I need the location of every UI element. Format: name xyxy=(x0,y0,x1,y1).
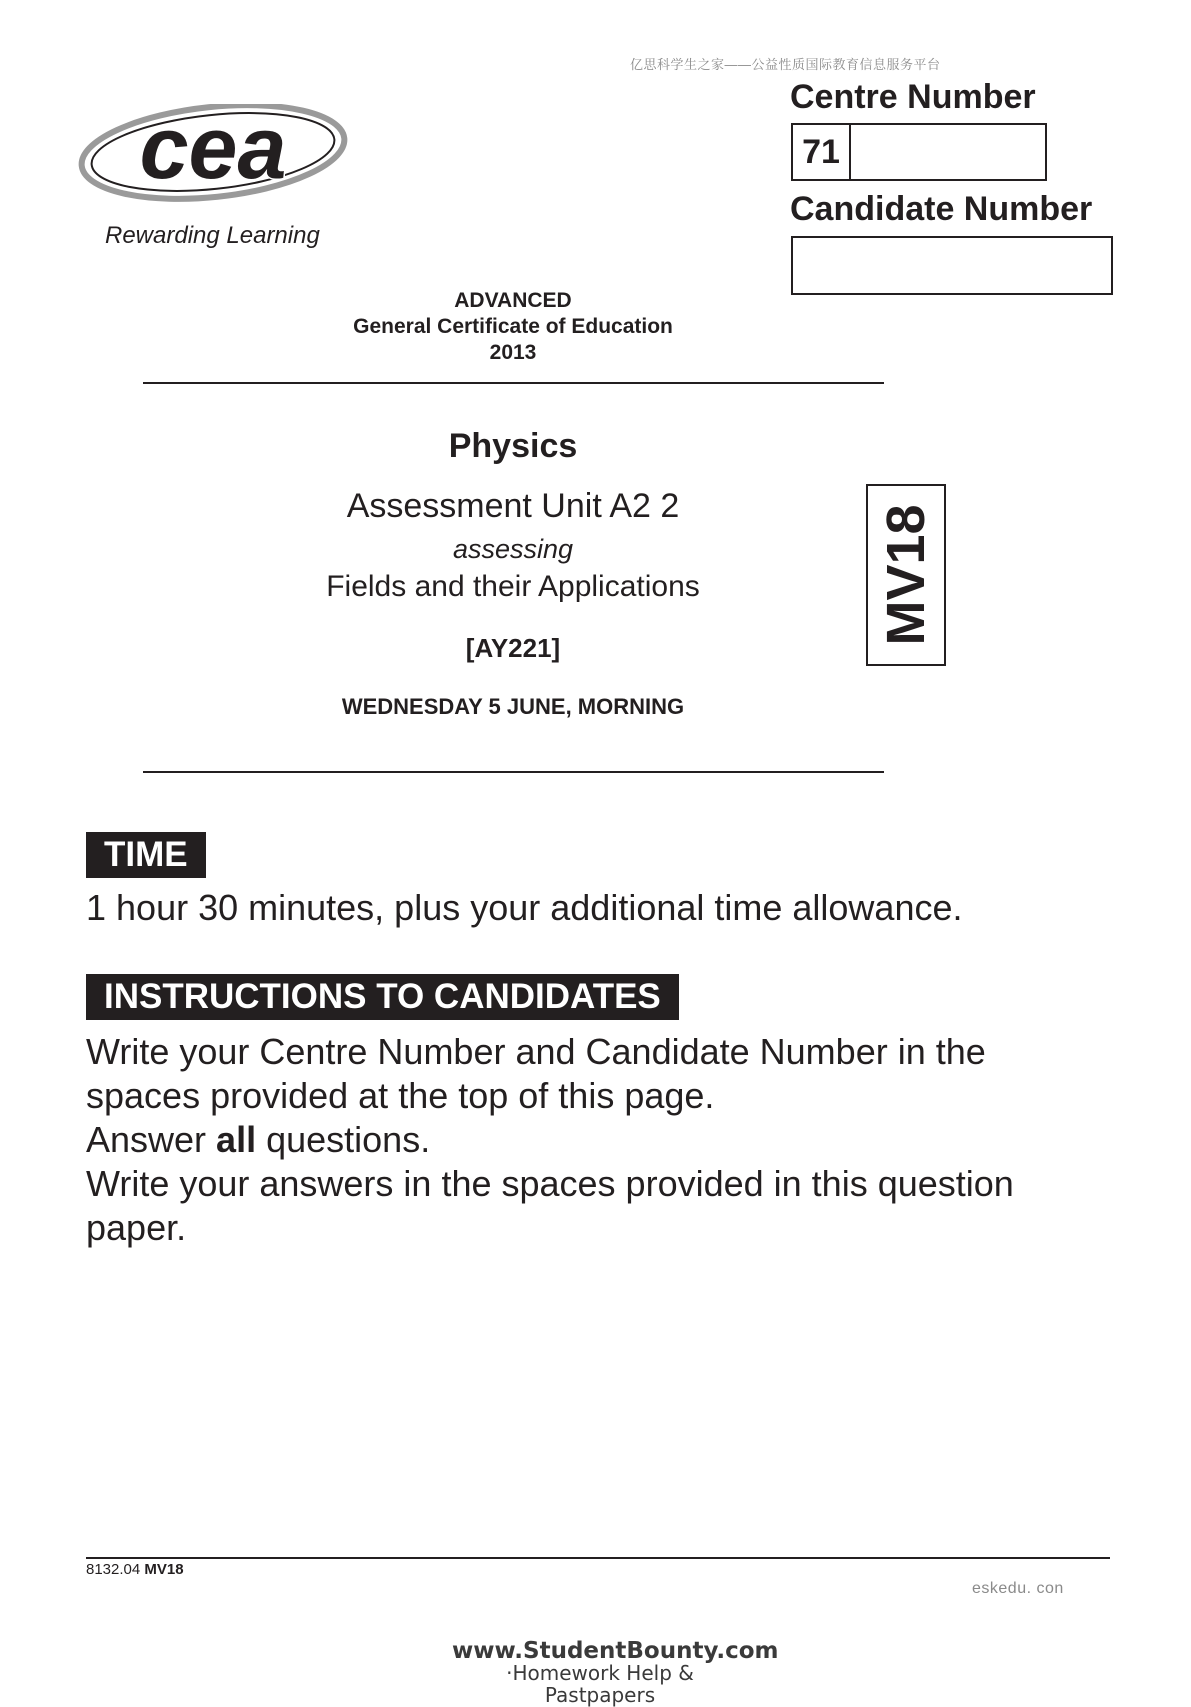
qualification-certificate: General Certificate of Education xyxy=(353,315,673,338)
instruction-line-2-suffix: questions. xyxy=(256,1119,431,1160)
centre-number-field[interactable] xyxy=(791,123,1047,181)
qualification-level: ADVANCED xyxy=(454,289,572,312)
qualification-block xyxy=(140,288,886,366)
footer-code xyxy=(86,1561,184,1578)
centre-number-label: Centre Number xyxy=(790,78,1036,116)
footer-paper-code: MV18 xyxy=(144,1561,184,1578)
footer-rule xyxy=(86,1557,1110,1559)
instruction-line-1: Write your Centre Number and Candidate Number in the spaces provided at the top of this page. xyxy=(86,1031,986,1116)
candidate-number-label: Candidate Number xyxy=(790,190,1093,228)
logo-tagline: Rewarding Learning xyxy=(105,222,320,249)
divider-bottom xyxy=(143,771,884,773)
watermark-header: 亿思科学生之家——公益性质国际教育信息服务平台 xyxy=(630,57,941,72)
studentbounty-url: www.StudentBounty.com xyxy=(452,1638,779,1664)
instructions-body xyxy=(86,1030,1086,1250)
time-text: 1 hour 30 minutes, plus your additional time allowance. xyxy=(86,887,963,928)
assessment-unit: Assessment Unit A2 2 xyxy=(346,487,680,525)
cea-logo xyxy=(78,104,348,204)
exam-date: WEDNESDAY 5 JUNE, MORNING xyxy=(341,694,685,719)
paper-code-vertical: MV18 xyxy=(876,504,936,646)
studentbounty-tagline: ·Homework Help & Pastpapers xyxy=(506,1661,694,1707)
paper-code: [AY221] xyxy=(465,633,561,663)
svg-text:cea: cea xyxy=(139,104,287,197)
instruction-line-3: Write your answers in the spaces provided in this question paper. xyxy=(86,1163,1014,1248)
time-heading: TIME xyxy=(86,832,206,878)
instruction-line-2 xyxy=(86,1118,1086,1162)
instruction-line-2-prefix: Answer xyxy=(86,1119,217,1160)
footer-site-watermark: eskedu. con xyxy=(972,1580,1064,1597)
paper-code-box xyxy=(866,484,946,666)
footer-number: 8132.04 xyxy=(86,1561,141,1578)
instruction-line-2-emphasis: all xyxy=(216,1119,257,1160)
unit-topic: Fields and their Applications xyxy=(326,570,700,603)
centre-number-prefix: 71 xyxy=(793,125,851,179)
subject-title: Physics xyxy=(448,427,578,465)
instructions-heading: INSTRUCTIONS TO CANDIDATES xyxy=(86,974,679,1020)
qualification-year: 2013 xyxy=(489,341,537,364)
divider-top xyxy=(143,382,884,384)
assessing-label: assessing xyxy=(452,534,574,564)
studentbounty-watermark xyxy=(452,1638,779,1707)
candidate-number-field[interactable] xyxy=(791,236,1113,295)
